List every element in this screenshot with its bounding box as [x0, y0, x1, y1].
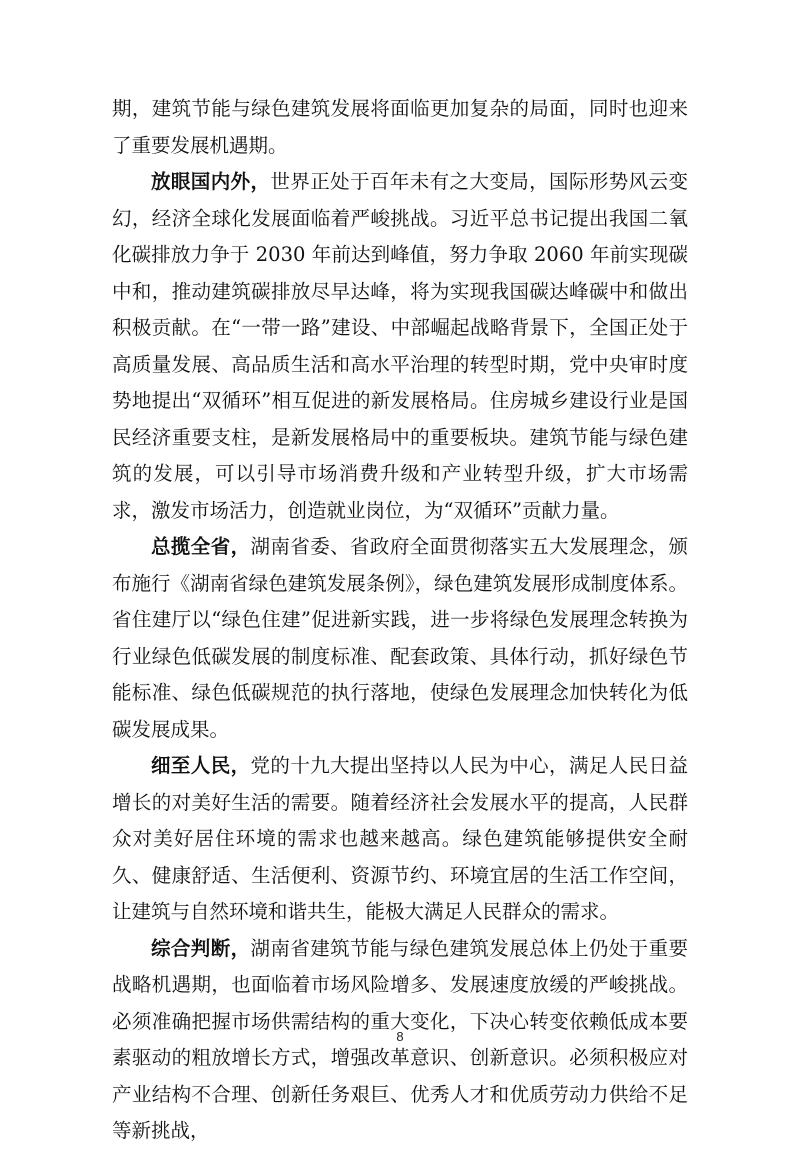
paragraph-domestic-international: [112, 164, 688, 529]
paragraph-province: [112, 529, 688, 748]
paragraph-continuation: [112, 91, 688, 164]
document-body: [112, 91, 688, 1150]
paragraph-people: [112, 748, 688, 931]
paragraph-lead: 放眼国内外，: [151, 170, 271, 193]
paragraph-lead: 细至人民，: [151, 754, 251, 777]
paragraph-text: 期，建筑节能与绿色建筑发展将面临更加复杂的局面，同时也迎来了重要发展机遇期。: [112, 97, 688, 157]
paragraph-text: 党的十九大提出坚持以人民为中心，满足人民日益增长的对美好生活的需要。随着经济社会发展水平的提高，人民群众对美好居住环境的需求也越来越高。绿色建筑能够提供安全耐久、健康舒适、生活便利、资源节约、环境宜居的生活工作空间，让建筑与自然环境和谐共生，能极大满足人民群众的需求。: [112, 754, 688, 923]
paragraph-lead: 综合判断，: [151, 936, 251, 960]
paragraph-text: 湖南省委、省政府全面贯彻落实五大发展理念，颁布施行《湖南省绿色建筑发展条例》，绿色建筑发展形成制度体系。省住建厅以“绿色住建”促进新实践，进一步将绿色发展理念转换为行业绿色低碳发展的制度标准、配套政策、具体行动，抓好绿色节能标准、绿色低碳规范的执行落地，使绿色发展理念加快转化为低碳发展成果。: [112, 535, 688, 741]
paragraph-text: 湖南省建筑节能与绿色建筑发展总体上仍处于重要战略机遇期，也面临着市场风险增多、发展速度放缓的严峻挑战。必须准确把握市场供需结构的重大变化，下决心转变依赖低成本要素驱动的粗放增长方式，增强改革意识、创新意识。必须积极应对产业结构不合理、创新任务艰巨、优秀人才和优质劳动力供给不足等新挑战，: [112, 936, 688, 1142]
paragraph-text: 世界正处于百年未有之大变局，国际形势风云变幻，经济全球化发展面临着严峻挑战。习近平总书记提出我国二氧化碳排放力争于 2030 年前达到峰值，努力争取 2060 年前实现碳中和，推动建筑碳排放尽早达峰，将为实现我国碳达峰碳中和做出积极贡献。在“一带一路”建设、中部崛起战略背景下，全国正处于高质量发展、高品质生活和高水平治理的转型时期，党中央审时度势地提出“双循环”相互促进的新发展格局。住房城乡建设行业是国民经济重要支柱，是新发展格局中的重要板块。建筑节能与绿色建筑的发展，可以引导市场消费升级和产业转型升级，扩大市场需求，激发市场活力，创造就业岗位，为“双循环”贡献力量。: [112, 170, 688, 522]
page-number: 8: [396, 1029, 404, 1044]
paragraph-lead: 总揽全省，: [151, 535, 251, 558]
